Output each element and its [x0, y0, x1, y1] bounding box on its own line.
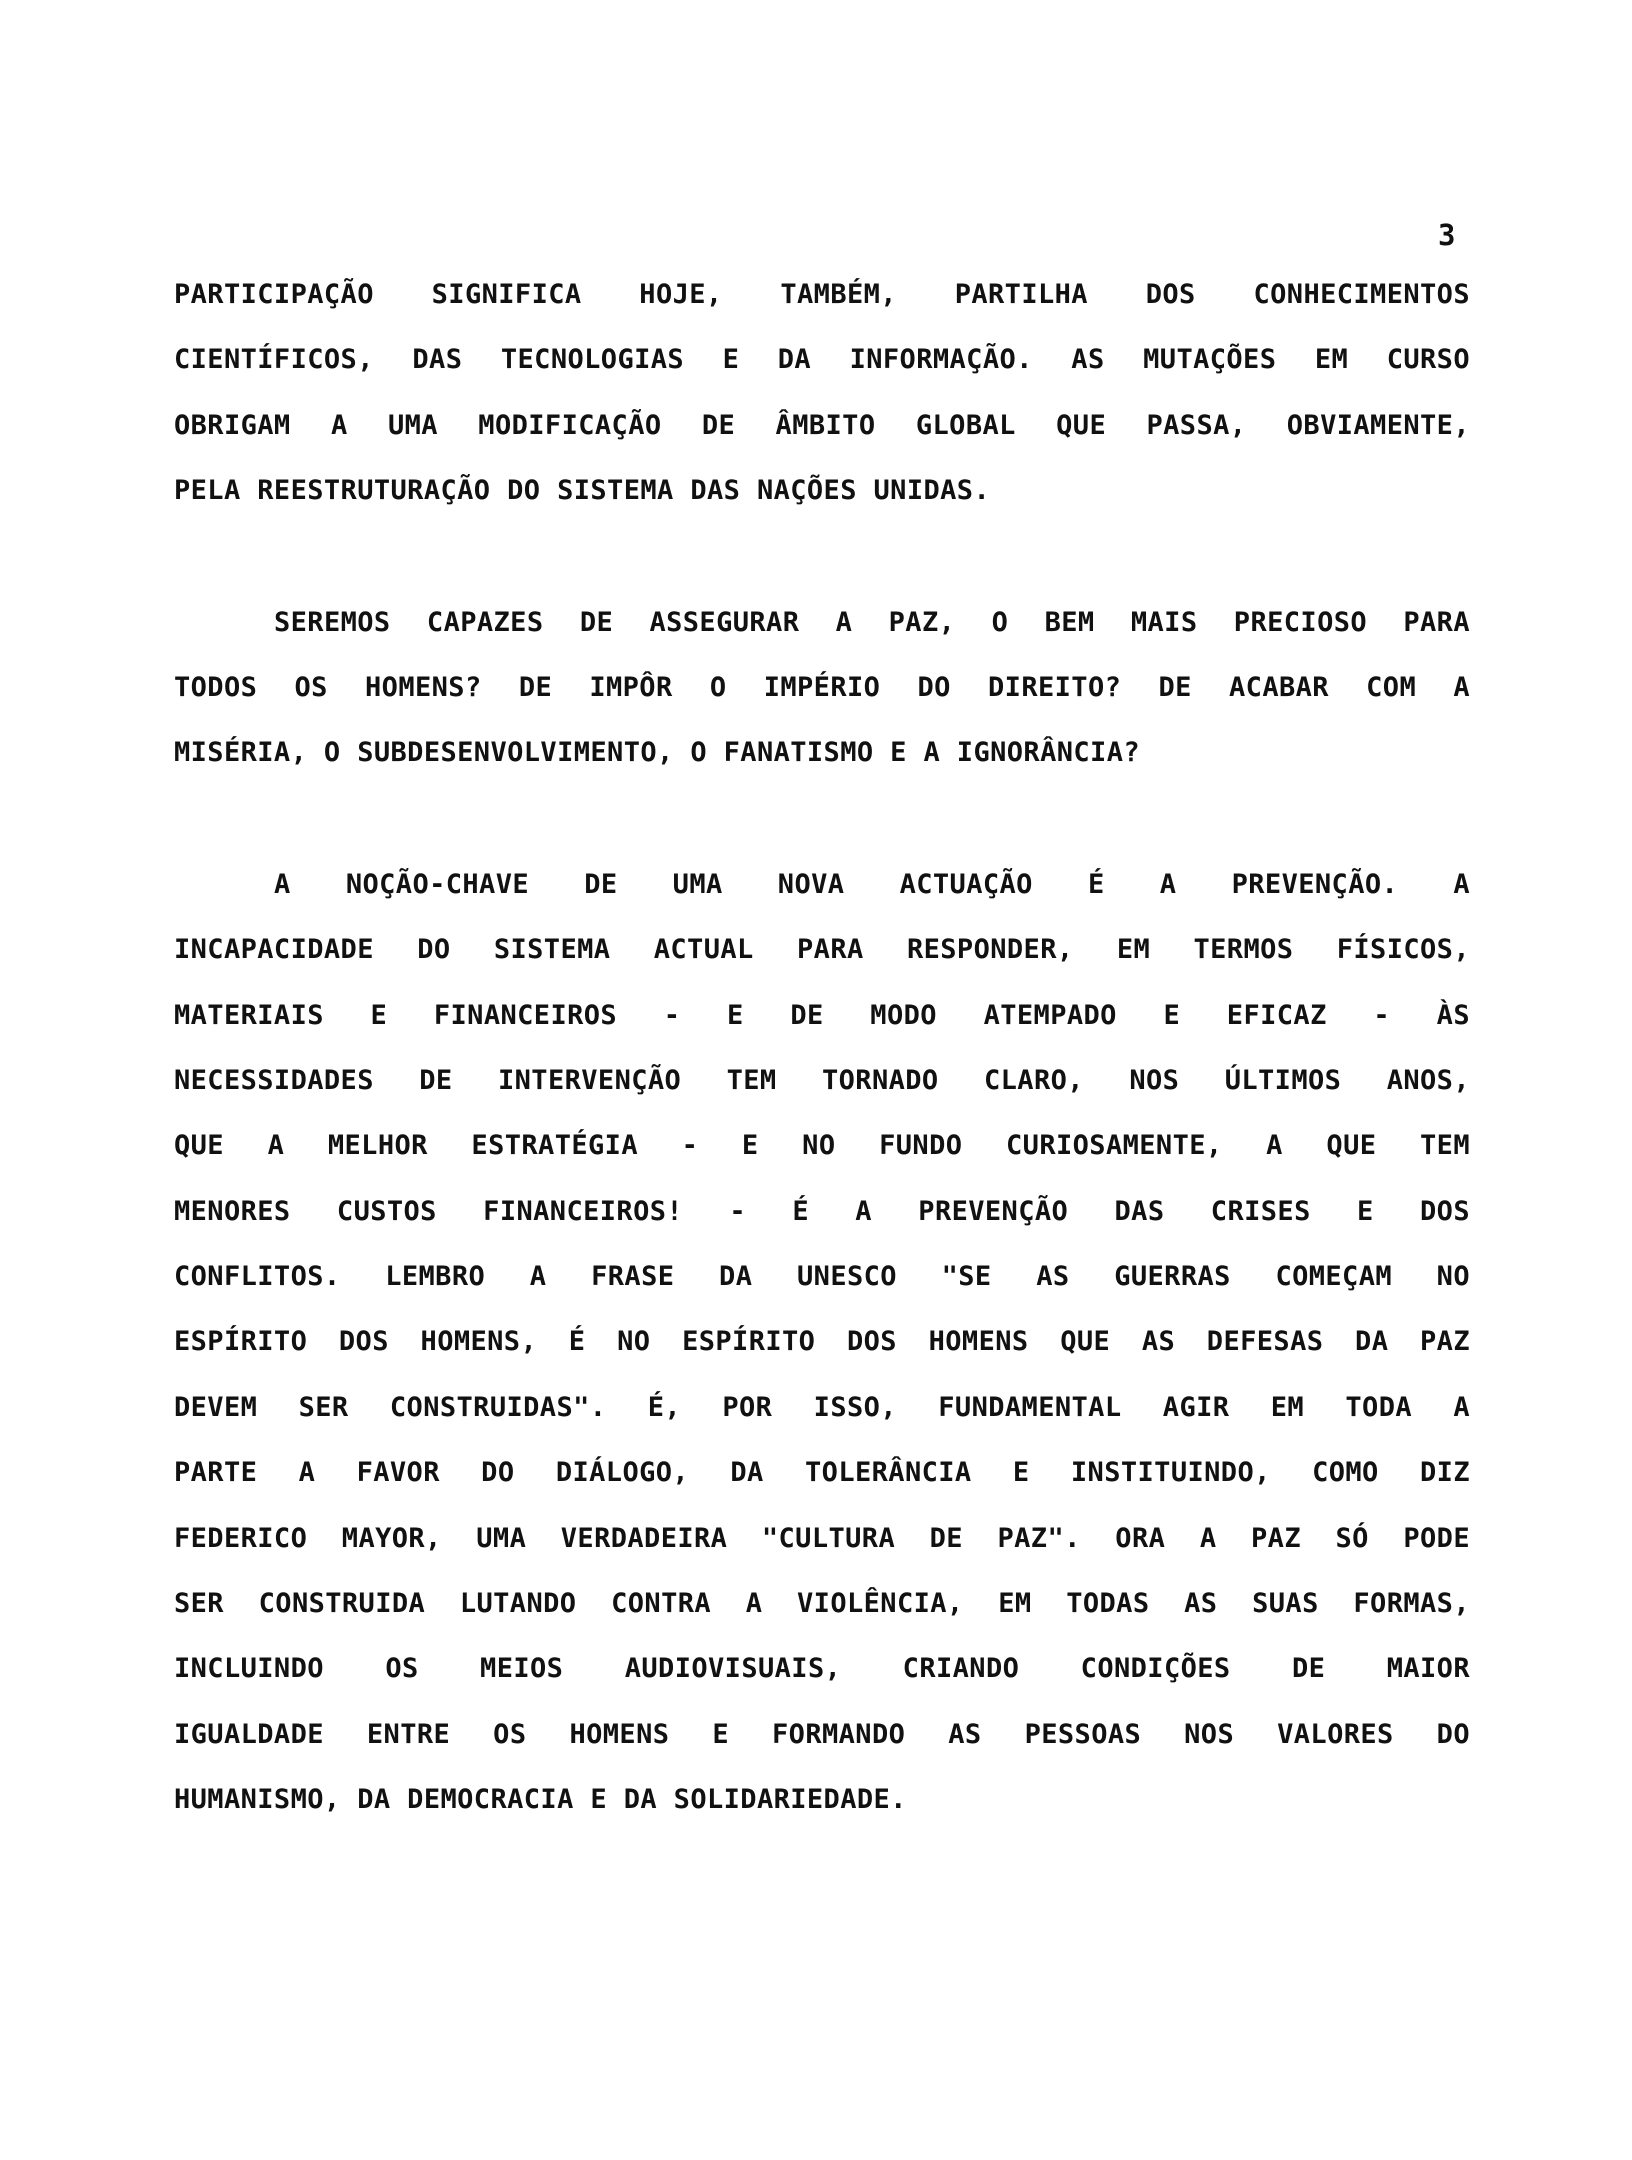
text-line: ESPÍRITO DOS HOMENS, É NO ESPÍRITO DOS HOMENS QUE AS DEFESAS DA PAZ [174, 1326, 1470, 1358]
text-line: INCLUINDO OS MEIOS AUDIOVISUAIS, CRIANDO CONDIÇÕES DE MAIOR [174, 1653, 1470, 1685]
text-line: SER CONSTRUIDA LUTANDO CONTRA A VIOLÊNCIA, EM TODAS AS SUAS FORMAS, [174, 1588, 1470, 1620]
text-line: NECESSIDADES DE INTERVENÇÃO TEM TORNADO CLARO, NOS ÚLTIMOS ANOS, [174, 1064, 1470, 1096]
text-line: MATERIAIS E FINANCEIROS - E DE MODO ATEMPADO E EFICAZ - ÀS [174, 999, 1470, 1031]
text-line: QUE A MELHOR ESTRATÉGIA - E NO FUNDO CURIOSAMENTE, A QUE TEM [174, 1130, 1470, 1162]
text-line: IGUALDADE ENTRE OS HOMENS E FORMANDO AS PESSOAS NOS VALORES DO [174, 1718, 1470, 1750]
text-line: A NOÇÃO-CHAVE DE UMA NOVA ACTUAÇÃO É A PREVENÇÃO. A [274, 868, 1470, 900]
text-line: SEREMOS CAPAZES DE ASSEGURAR A PAZ, O BEM MAIS PRECIOSO PARA [274, 606, 1470, 638]
text-line: HUMANISMO, DA DEMOCRACIA E DA SOLIDARIEDADE. [174, 1784, 907, 1816]
text-line: CONFLITOS. LEMBRO A FRASE DA UNESCO "SE AS GUERRAS COMEÇAM NO [174, 1261, 1470, 1293]
text-line: PELA REESTRUTURAÇÃO DO SISTEMA DAS NAÇÕES UNIDAS. [174, 475, 991, 507]
text-line: MENORES CUSTOS FINANCEIROS! - É A PREVENÇÃO DAS CRISES E DOS [174, 1195, 1470, 1227]
paragraph-2 [174, 600, 1470, 796]
paragraph-3 [174, 862, 1470, 1843]
text-line: CIENTÍFICOS, DAS TECNOLOGIAS E DA INFORMAÇÃO. AS MUTAÇÕES EM CURSO [174, 344, 1470, 376]
text-line: FEDERICO MAYOR, UMA VERDADEIRA "CULTURA DE PAZ". ORA A PAZ SÓ PODE [174, 1522, 1470, 1554]
text-line: PARTE A FAVOR DO DIÁLOGO, DA TOLERÂNCIA E INSTITUINDO, COMO DIZ [174, 1457, 1470, 1489]
document-body [174, 272, 1470, 1909]
page-number: 3 [1438, 218, 1456, 252]
text-line: OBRIGAM A UMA MODIFICAÇÃO DE ÂMBITO GLOBAL QUE PASSA, OBVIAMENTE, [174, 409, 1470, 441]
text-line: INCAPACIDADE DO SISTEMA ACTUAL PARA RESPONDER, EM TERMOS FÍSICOS, [174, 934, 1470, 966]
text-line: TODOS OS HOMENS? DE IMPÔR O IMPÉRIO DO DIREITO? DE ACABAR COM A [174, 671, 1470, 703]
paragraph-1 [174, 272, 1470, 534]
text-line: MISÉRIA, O SUBDESENVOLVIMENTO, O FANATISMO E A IGNORÂNCIA? [174, 737, 1141, 769]
text-line: DEVEM SER CONSTRUIDAS". É, POR ISSO, FUNDAMENTAL AGIR EM TODA A [174, 1391, 1470, 1423]
text-line: PARTICIPAÇÃO SIGNIFICA HOJE, TAMBÉM, PARTILHA DOS CONHECIMENTOS [174, 279, 1470, 310]
